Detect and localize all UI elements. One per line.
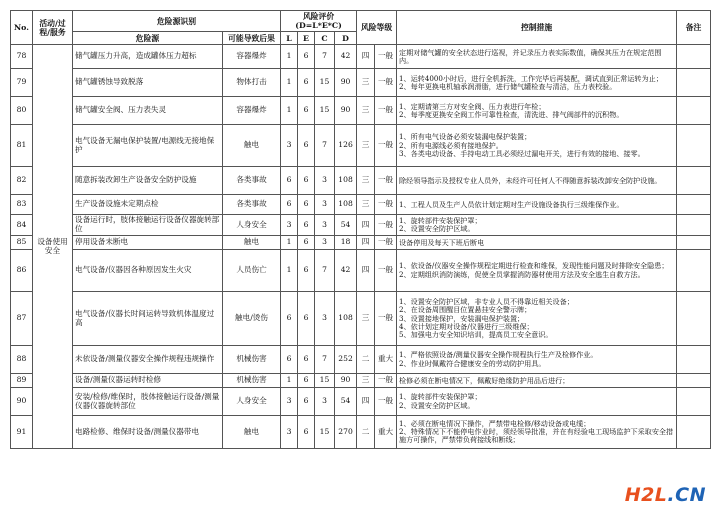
control-measures-cell: 1、工程人员及生产人员依计划定期对生产设施设备执行三级维保作业。 [397,195,677,215]
consequence-cell: 触电 [223,236,281,250]
risk-assessment-table [10,10,711,449]
hazard-cell: 储气罐锈蚀导致脱落 [73,69,223,97]
header-consequence: 可能导致后果 [223,32,281,45]
risk-level-cell: 一般 [375,374,397,388]
control-measures-cell: 检修必须在断电情况下，佩戴好绝缘防护用品后进行； [397,374,677,388]
row-number: 78 [11,45,33,69]
table-row [11,69,711,97]
control-measures-cell: 定期对储气罐的安全状态进行巡视，并记录压力表实际数值，确保其压力在规定范围内。 [397,45,677,69]
hazard-cell: 设备运行时，肢体接触运行设备仪器旋转部位 [73,215,223,236]
risk-grade-cell: 四 [357,250,375,292]
header-c: C [315,32,335,45]
d-value-cell: 18 [335,236,357,250]
e-value-cell: 6 [298,97,315,125]
remarks-cell [677,215,711,236]
row-number: 90 [11,388,33,416]
remarks-cell [677,374,711,388]
header-risk-evaluation: 风险评价(D=L*E*C) [281,11,357,32]
risk-level-cell: 一般 [375,236,397,250]
row-number: 91 [11,416,33,449]
e-value-cell: 6 [298,45,315,69]
d-value-cell: 252 [335,346,357,374]
risk-grade-cell: 三 [357,195,375,215]
consequence-cell: 容器爆炸 [223,45,281,69]
consequence-cell: 机械伤害 [223,346,281,374]
c-value-cell: 3 [315,195,335,215]
header-risk-level: 风险等级 [357,11,397,45]
l-value-cell: 6 [281,195,298,215]
header-e: E [298,32,315,45]
row-number: 79 [11,69,33,97]
d-value-cell: 108 [335,195,357,215]
control-measures-cell: 设备停用及每天下班后断电 [397,236,677,250]
d-value-cell: 90 [335,374,357,388]
table-row [11,346,711,374]
e-value-cell: 6 [298,125,315,167]
e-value-cell: 6 [298,167,315,195]
table-row [11,374,711,388]
l-value-cell: 1 [281,69,298,97]
risk-grade-cell: 四 [357,388,375,416]
risk-level-cell: 一般 [375,45,397,69]
risk-level-cell: 一般 [375,292,397,346]
header-hazard-identification: 危险源识别 [73,11,281,32]
control-measures-cell: 除经领导指示及授权专业人员外，未经许可任何人不得随意拆装改卸安全防护设施。 [397,167,677,195]
risk-level-cell: 一般 [375,388,397,416]
l-value-cell: 1 [281,236,298,250]
consequence-cell: 人身安全 [223,215,281,236]
risk-grade-cell: 二 [357,346,375,374]
c-value-cell: 3 [315,388,335,416]
row-number: 81 [11,125,33,167]
c-value-cell: 7 [315,346,335,374]
hazard-cell: 停用设备未断电 [73,236,223,250]
l-value-cell: 3 [281,125,298,167]
header-no: No. [11,11,33,45]
l-value-cell: 1 [281,250,298,292]
table-row [11,416,711,449]
risk-grade-cell: 二 [357,416,375,449]
e-value-cell: 6 [298,416,315,449]
c-value-cell: 15 [315,374,335,388]
e-value-cell: 6 [298,292,315,346]
control-measures-cell: 1、依设备/仪器安全操作规程定期进行检查和维保，发现性能问题及时排除安全隐患； 2、定期组织消防演练，促使全员掌握消防器材使用方法及安全逃生自救方法。 [397,250,677,292]
control-measures-cell: 1、运转4000小时后，进行全机拆洗，工作完毕后再装配，调试直到正常运转为止； 2、每年更换电机轴承润滑脂，进行储气罐检查与清洁，压力表校验。 [397,69,677,97]
row-number: 86 [11,250,33,292]
remarks-cell [677,69,711,97]
e-value-cell: 6 [298,69,315,97]
d-value-cell: 108 [335,292,357,346]
e-value-cell: 6 [298,374,315,388]
risk-level-cell: 一般 [375,250,397,292]
d-value-cell: 54 [335,388,357,416]
hazard-cell: 储气罐安全阀、压力表失灵 [73,97,223,125]
l-value-cell: 6 [281,167,298,195]
table-row [11,388,711,416]
consequence-cell: 机械伤害 [223,374,281,388]
d-value-cell: 90 [335,97,357,125]
remarks-cell [677,388,711,416]
consequence-cell: 各类事故 [223,195,281,215]
table-row [11,167,711,195]
consequence-cell: 触电 [223,125,281,167]
control-measures-cell: 1、旋转部件安装保护罩； 2、设置安全防护区域。 [397,215,677,236]
hazard-cell: 随意拆装改卸生产设备安全防护设施 [73,167,223,195]
hazard-cell: 储气罐压力升高，造成罐体压力超标 [73,45,223,69]
hazard-cell: 电路检修、维保时设备/测量仪器带电 [73,416,223,449]
risk-level-cell: 一般 [375,167,397,195]
l-value-cell: 6 [281,292,298,346]
consequence-cell: 触电 [223,416,281,449]
c-value-cell: 3 [315,215,335,236]
consequence-cell: 触电/烫伤 [223,292,281,346]
row-number: 89 [11,374,33,388]
risk-grade-cell: 三 [357,97,375,125]
l-value-cell: 6 [281,346,298,374]
risk-level-cell: 重大 [375,346,397,374]
site-watermark-logo: H2L.CN [624,484,706,506]
control-measures-cell: 1、定期请第三方对安全阀、压力表进行年检； 2、每季度更换安全阀工作可靠性检查，清洗进、排气阀部件的沉积物。 [397,97,677,125]
table-row [11,292,711,346]
l-value-cell: 3 [281,215,298,236]
consequence-cell: 人员伤亡 [223,250,281,292]
e-value-cell: 6 [298,195,315,215]
l-value-cell: 3 [281,388,298,416]
risk-grade-cell: 四 [357,236,375,250]
consequence-cell: 人身安全 [223,388,281,416]
l-value-cell: 1 [281,45,298,69]
remarks-cell [677,167,711,195]
row-number: 80 [11,97,33,125]
remarks-cell [677,416,711,449]
c-value-cell: 3 [315,236,335,250]
remarks-cell [677,236,711,250]
c-value-cell: 15 [315,69,335,97]
d-value-cell: 54 [335,215,357,236]
d-value-cell: 270 [335,416,357,449]
row-number: 87 [11,292,33,346]
remarks-cell [677,195,711,215]
consequence-cell: 物体打击 [223,69,281,97]
header-l: L [281,32,298,45]
header-d: D [335,32,357,45]
c-value-cell: 7 [315,45,335,69]
hazard-cell: 未依设备/测量仪器安全操作规程违规操作 [73,346,223,374]
table-row [11,250,711,292]
risk-level-cell: 重大 [375,416,397,449]
table-row [11,195,711,215]
d-value-cell: 42 [335,250,357,292]
row-number: 85 [11,236,33,250]
risk-level-cell: 一般 [375,97,397,125]
c-value-cell: 7 [315,125,335,167]
e-value-cell: 6 [298,346,315,374]
c-value-cell: 15 [315,97,335,125]
risk-grade-cell: 三 [357,167,375,195]
l-value-cell: 1 [281,374,298,388]
consequence-cell: 容器爆炸 [223,97,281,125]
risk-level-cell: 一般 [375,69,397,97]
d-value-cell: 90 [335,69,357,97]
e-value-cell: 6 [298,250,315,292]
control-measures-cell: 1、设置安全防护区域，非专业人员不得靠近相关设备； 2、在设备周围醒目位置悬挂安全警示牌； 3、设置接地保护，安装漏电保护装置； 4、依计划定期对设备/仪器进行三级维保； 5、加强电力安全知识培训，提高员工安全意识。 [397,292,677,346]
table-row [11,97,711,125]
l-value-cell: 1 [281,97,298,125]
hazard-cell: 设备/测量仪器运转时检修 [73,374,223,388]
consequence-cell: 各类事故 [223,167,281,195]
l-value-cell: 3 [281,416,298,449]
table-row [11,125,711,167]
d-value-cell: 42 [335,45,357,69]
header-hazard: 危险源 [73,32,223,45]
hazard-cell: 电气设备/仪器长时间运转导致机体温度过高 [73,292,223,346]
activity-cell: 设备使用安全 [33,45,73,449]
control-measures-cell: 1、严格依照设备/测量仪器安全操作规程执行生产及检修作业。 2、作业时佩戴符合健康安全的劳动防护用具。 [397,346,677,374]
risk-grade-cell: 三 [357,292,375,346]
header-activity: 活动/过程/服务 [33,11,73,45]
c-value-cell: 3 [315,167,335,195]
c-value-cell: 15 [315,416,335,449]
risk-grade-cell: 三 [357,374,375,388]
risk-level-cell: 一般 [375,215,397,236]
control-measures-cell: 1、旋转部件安装保护罩； 2、设置安全防护区域。 [397,388,677,416]
risk-grade-cell: 四 [357,215,375,236]
control-measures-cell: 1、所有电气设备必须安装漏电保护装置； 2、所有电源线必须有接地保护。 3、各类电动设备、手持电动工具必须经过漏电开关，进行有效的接地、接零。 [397,125,677,167]
control-measures-cell: 1、必须在断电情况下操作，严禁带电检修/移动设备或电缆； 2、特殊情况下不能停电作业时，须经领导批准，并在有经验电工现场监护下采取安全措施方可操作，严禁带负荷接线和断线； [397,416,677,449]
hazard-cell: 生产设备设施未定期点检 [73,195,223,215]
hazard-cell: 电气设备/仪器因各种原因发生火灾 [73,250,223,292]
risk-level-cell: 一般 [375,125,397,167]
d-value-cell: 108 [335,167,357,195]
table-row [11,45,711,69]
hazard-cell: 安装/检修/维保时，肢体接触运行设备/测量仪器仪器旋转部位 [73,388,223,416]
e-value-cell: 6 [298,236,315,250]
e-value-cell: 6 [298,388,315,416]
header-control-measures: 控制措施 [397,11,677,45]
risk-grade-cell: 三 [357,69,375,97]
c-value-cell: 3 [315,292,335,346]
row-number: 88 [11,346,33,374]
c-value-cell: 7 [315,250,335,292]
remarks-cell [677,97,711,125]
table-row [11,236,711,250]
hazard-cell: 电气设备无漏电保护装置/电源线无接地保护 [73,125,223,167]
remarks-cell [677,250,711,292]
remarks-cell [677,125,711,167]
row-number: 82 [11,167,33,195]
remarks-cell [677,45,711,69]
row-number: 84 [11,215,33,236]
table-row [11,215,711,236]
risk-grade-cell: 四 [357,45,375,69]
remarks-cell [677,346,711,374]
row-number: 83 [11,195,33,215]
header-remarks: 备注 [677,11,711,45]
risk-level-cell: 一般 [375,195,397,215]
risk-grade-cell: 三 [357,125,375,167]
d-value-cell: 126 [335,125,357,167]
remarks-cell [677,292,711,346]
e-value-cell: 6 [298,215,315,236]
